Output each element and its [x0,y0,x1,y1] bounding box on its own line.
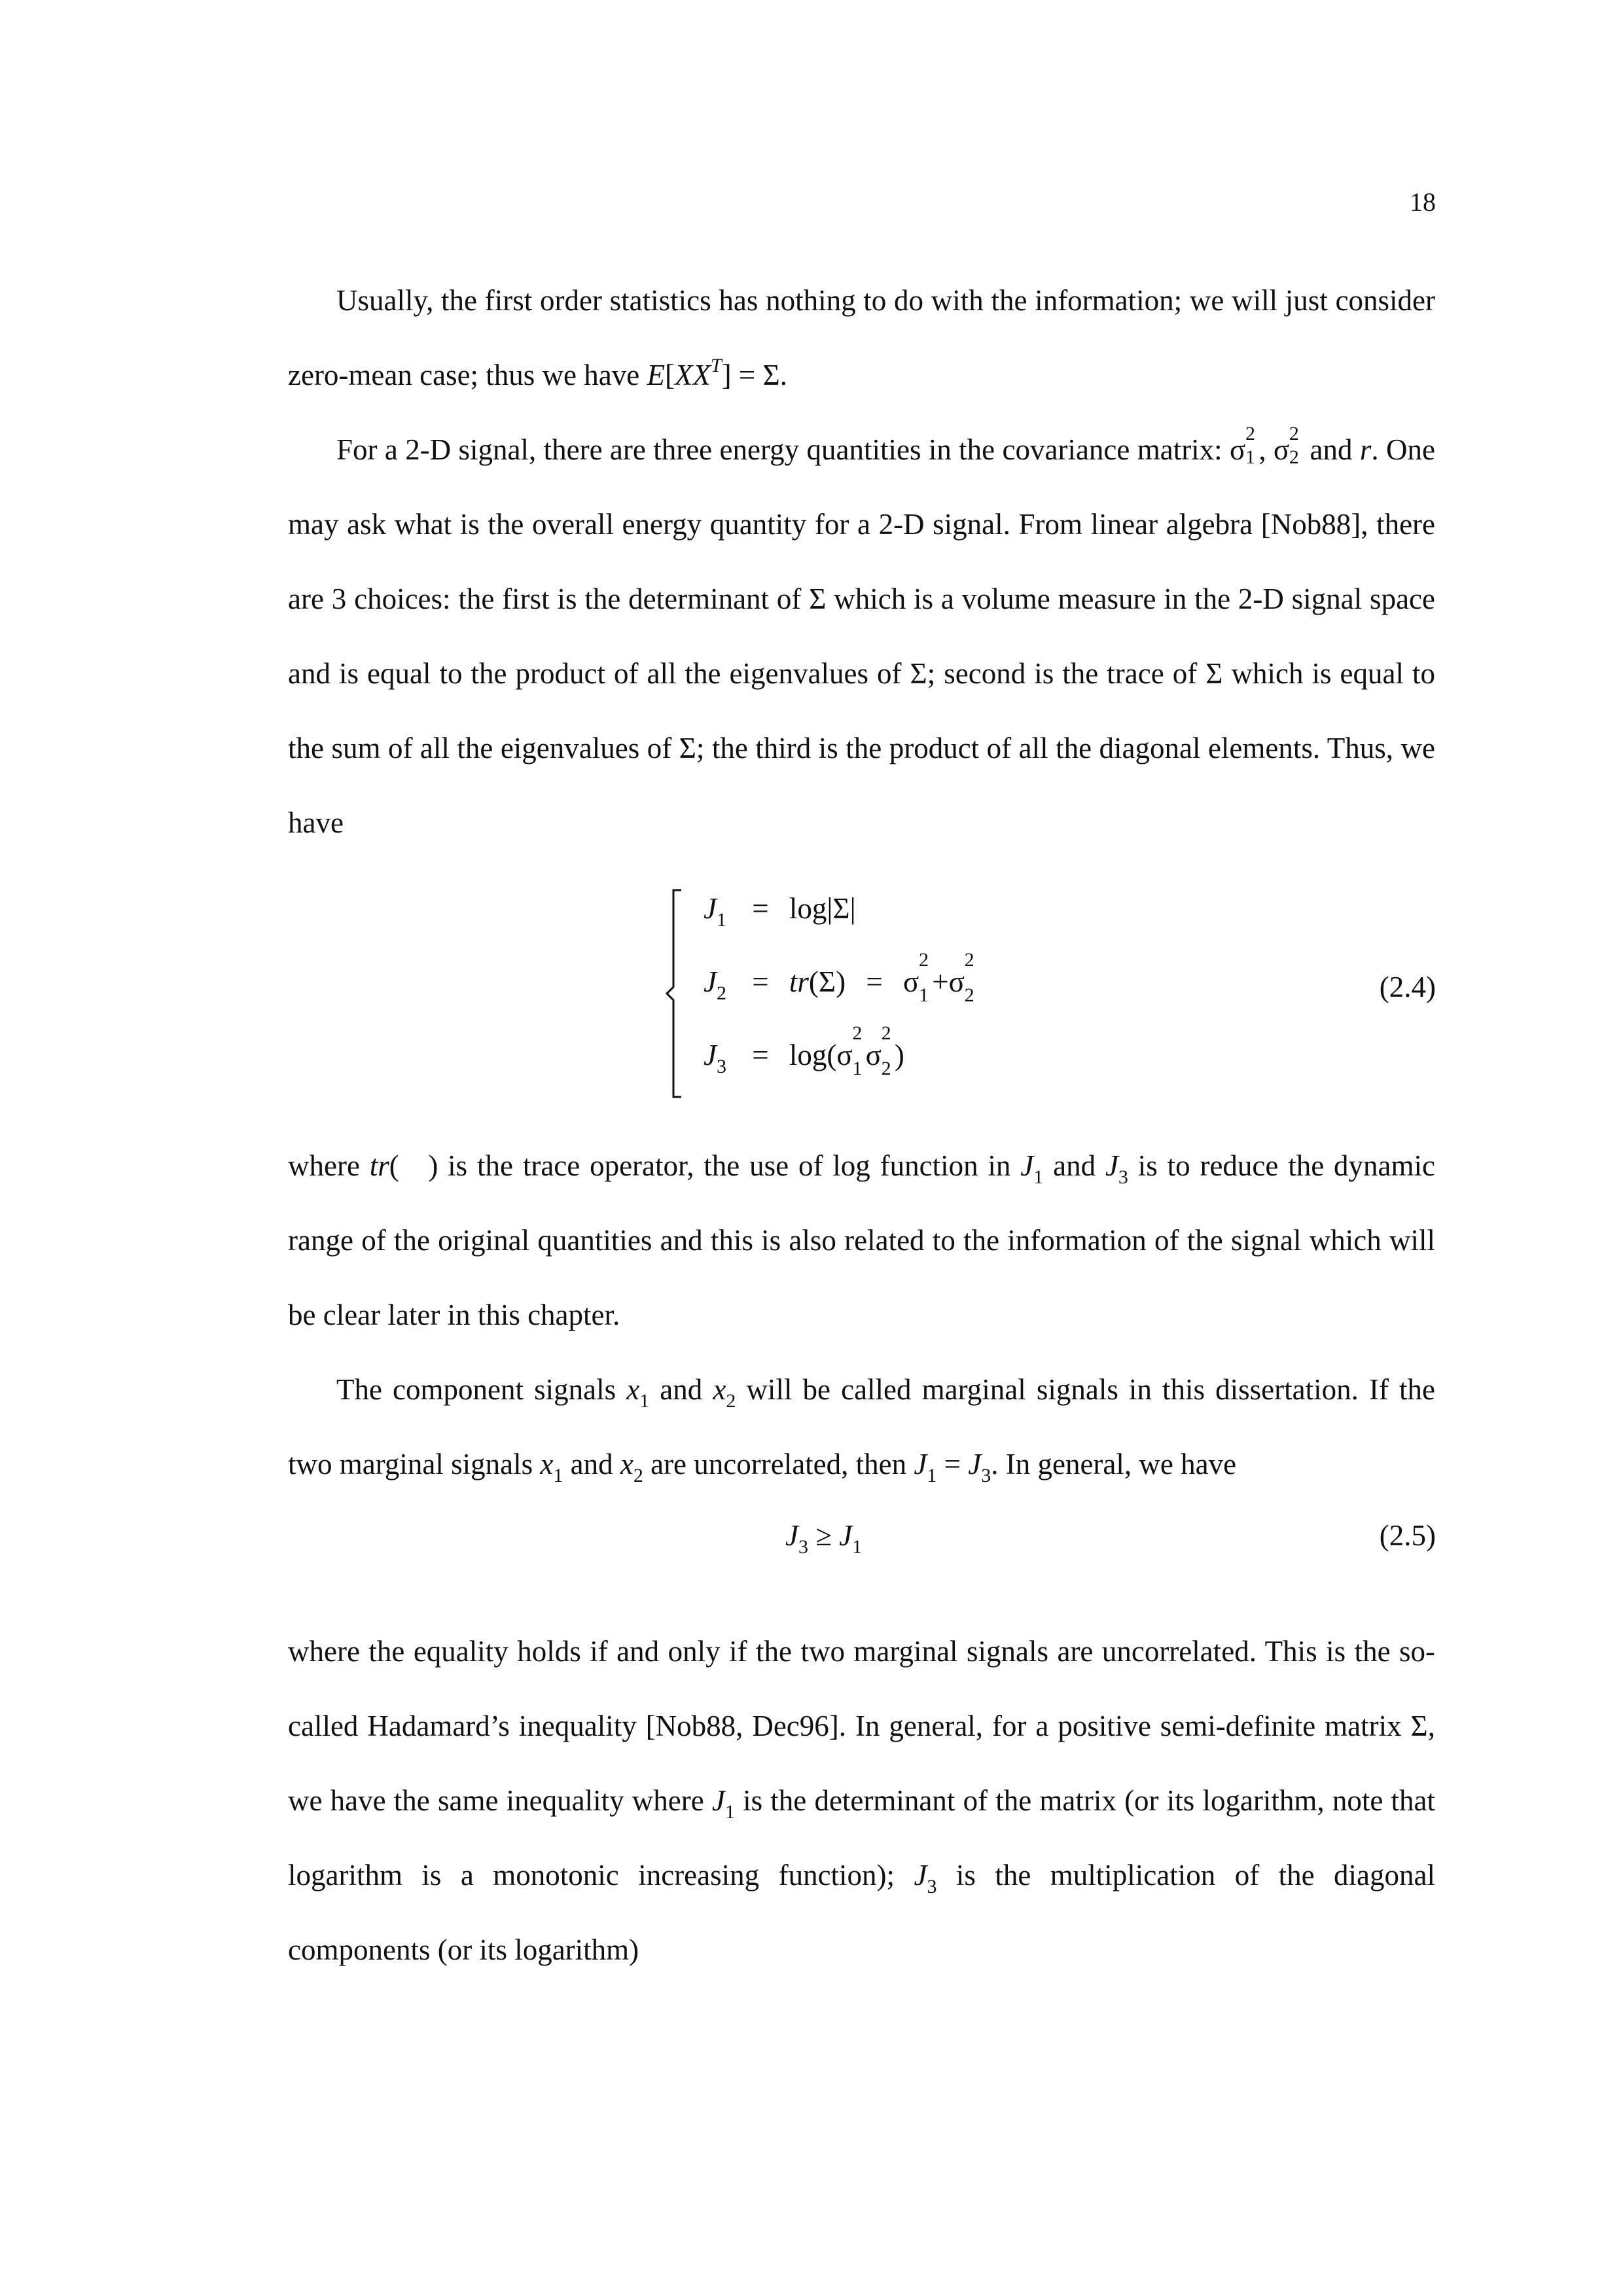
math-sigma-capital: Σ [1410,1710,1428,1742]
math-transpose: T [710,355,722,376]
math-sigma-capital: Σ [679,732,696,764]
math-x2: $x_2$ [620,1448,643,1486]
math-sigma-capital: Σ [1205,657,1223,690]
math-bracket-close: ] [721,359,732,391]
equation-2-4 [664,882,1057,1105]
p3-and: and [1043,1149,1105,1182]
p1-end: . [779,359,787,391]
math-J1: $J_1$ [1020,1149,1044,1188]
p4-and: and [563,1448,620,1480]
math-r: r [1359,433,1372,466]
p5-text-a: where the equality holds if and only if the two marginal signals are uncorrelated. This is the so-called Hadamard’s inequality [Nob88, Dec96]. In general, for a positive semi-definite matrix [288,1635,1435,1742]
math-sigma-capital: Σ [809,583,827,615]
math-J3: $J_3$ [1105,1149,1128,1188]
p4-text-b: will be called marginal signals in this dissertation. If the two marginal signals [288,1373,1435,1480]
p5-text-b: , we have the same inequality where [288,1710,1435,1817]
math-J3: $J_3$ [914,1859,937,1897]
math-XX: XX [674,359,711,391]
p4-text-a: The component signals [336,1373,627,1406]
p2-text-d: ; second is the trace of [927,657,1206,690]
math-J1: $J_1$ [711,1784,735,1823]
paragraph-3 [288,1128,1435,1352]
math-sigma1-squared: σ 2 1 [1230,423,1256,468]
math-tr: tr [369,1149,389,1182]
p2-text-b: . One may ask what is the overall energy quantity for a 2-D signal. From linear algebra [Nob88], there are 3 choices: the first is the determinant of [288,433,1435,615]
page-number: 18 [1410,187,1436,217]
p4-text-d: . In general, we have [991,1448,1237,1480]
math-tr-paren: ( ) [389,1149,438,1182]
p2-text-a: For a 2-D signal, there are three energy quantities in the covariance matrix: [336,433,1230,466]
math-equals: = [731,359,763,391]
math-x1: $x_1$ [540,1448,563,1486]
p2-text-c: which is a volume measure in the 2-D signal space and is equal to the product of all the eigenvalues of [288,583,1435,690]
math-J3: $J_3$ [968,1448,991,1486]
equation-line-j2: $J_2 = tr(\Sigma) = \sigma$ 2 1 +σ 2 2 [704,949,974,1006]
math-x1: $x_1$ [626,1373,650,1412]
math-E: E [647,359,665,391]
p4-text-c: are uncorrelated, then [643,1448,914,1480]
p5-text-c: is the determinant of the matrix (or its logarithm, note that logarithm is a monotonic increasing function); [288,1784,1435,1892]
p2-and: and [1310,433,1360,466]
paragraph-4 [288,1352,1435,1501]
p4-and: and [649,1373,713,1406]
p3-text-b: is the trace operator, the use of log function in [438,1149,1021,1182]
p3-text-c: is to reduce the dynamic range of the original quantities and this is also related to the information of the signal which will be clear later in this chapter. [288,1149,1435,1331]
p2-comma: , [1258,433,1274,466]
paragraph-1 [288,263,1435,412]
p2-text-f: ; the third is the product of all the diagonal elements. Thus, we have [288,732,1436,839]
paragraph-2 [288,412,1435,860]
paragraph-5 [288,1614,1435,1987]
left-brace-icon [664,889,684,1098]
math-sigma-capital: Σ [762,359,780,391]
equation-number-2-4: (2.4) [1379,971,1436,1003]
equation-number-2-5: (2.5) [1379,1519,1436,1552]
p2-text-e: which is equal to the sum of all the eigenvalues of [288,657,1435,764]
p3-text-a: where [288,1149,370,1182]
equation-2-5: $J_3 \ge J_1$ [785,1519,863,1558]
p1-text: Usually, the first order statistics has nothing to do with the information; we will just consider zero-mean case; thus we have [288,284,1435,391]
math-bracket-open: [ [664,359,675,391]
math-x2: $x_2$ [713,1373,736,1412]
math-equals: = [936,1448,969,1480]
math-J1: $J_1$ [914,1448,937,1486]
p5-text-d: is the multiplication of the diagonal components (or its logarithm) [288,1859,1436,1966]
math-sigma2-squared: σ 2 2 [1273,423,1299,468]
equation-line-j1: $J_1 = \log|\Sigma|$ [704,892,856,931]
math-sigma-capital: Σ [910,657,927,690]
equation-line-j3: $J_3 = \log(\sigma$ 2 1 σ 2 2 ) [704,1022,904,1079]
